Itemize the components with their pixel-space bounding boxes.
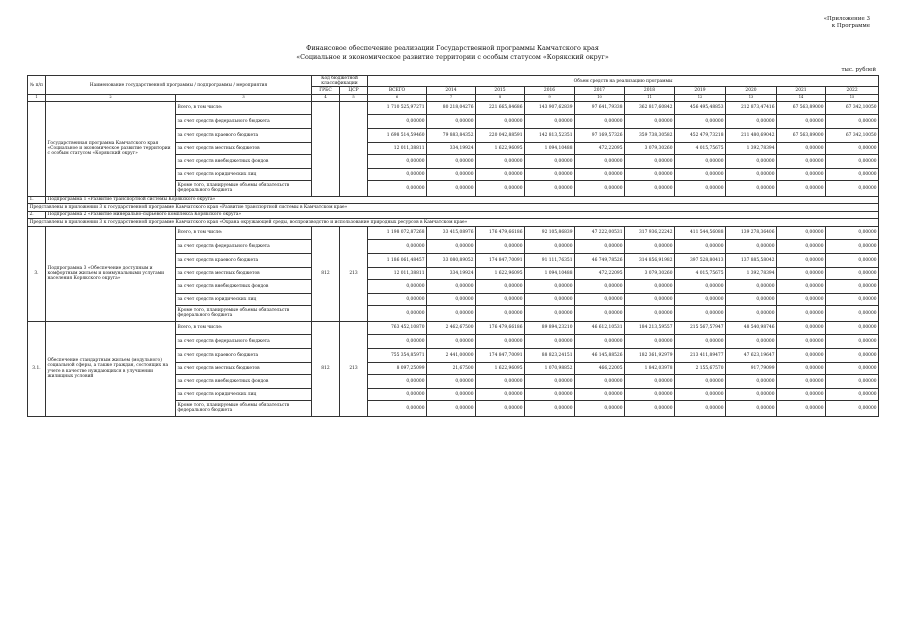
amount-cell: 0,00000	[575, 180, 625, 196]
funding-source-label: за счет средств федерального бюджета	[176, 239, 312, 253]
amount-cell: 46 749,78526	[575, 253, 625, 267]
amount-cell: 0,00000	[826, 114, 879, 128]
amount-cell: 0,00000	[726, 279, 777, 293]
subprogram-1-title-row	[28, 196, 879, 203]
amount-cell: 0,00000	[675, 114, 726, 128]
amount-cell: 47 222,00531	[575, 226, 625, 239]
amount-cell: 0,00000	[476, 400, 525, 416]
amount-cell: 220 042,88591	[476, 128, 525, 142]
amount-cell: 0,00000	[427, 279, 476, 293]
amount-cell: 1 698 514,59460	[368, 128, 427, 142]
amount-cell: 755 354,85971	[368, 348, 427, 362]
amount-cell: 0,00000	[675, 293, 726, 305]
amount-cell: 0,00000	[826, 142, 879, 154]
column-number: 6	[368, 95, 427, 101]
amount-cell: 0,00000	[476, 388, 525, 400]
amount-cell: 0,00000	[826, 374, 879, 388]
amount-cell: 0,00000	[777, 180, 826, 196]
amount-cell: 3 079,30260	[625, 267, 675, 279]
amount-cell: 97 169,57326	[575, 128, 625, 142]
funding-source-label: Всего, в том числе:	[176, 226, 312, 239]
subprogram-2-title-row	[28, 211, 879, 218]
amount-cell: 0,00000	[368, 388, 427, 400]
amount-cell: 0,00000	[525, 334, 575, 348]
funding-source-label: за счет средств федерального бюджета	[176, 334, 312, 348]
amount-cell: 213 411,89477	[675, 348, 726, 362]
amount-cell: 0,00000	[575, 374, 625, 388]
amount-cell: 2 155,67570	[675, 362, 726, 374]
header-year-2020: 2020	[726, 87, 777, 95]
funding-source-label: за счет средств краевого бюджета	[176, 253, 312, 267]
amount-cell: 12 011,38811	[368, 142, 427, 154]
amount-cell: 1 094,10488	[525, 267, 575, 279]
amount-cell: 33 080,89052	[427, 253, 476, 267]
amount-cell: 1 392,78394	[726, 142, 777, 154]
column-number: 13	[726, 95, 777, 101]
amount-cell: 466,22005	[575, 362, 625, 374]
units-label: тыс. рублей	[841, 67, 876, 73]
amount-cell: 1 842,03978	[625, 362, 675, 374]
column-number: 10	[575, 95, 625, 101]
amount-cell: 176 479,66186	[476, 321, 525, 334]
amount-cell: 763 452,10870	[368, 321, 427, 334]
header-csr: ЦСР	[340, 87, 368, 95]
header-row-1	[28, 76, 879, 87]
amount-cell: 0,00000	[368, 305, 427, 321]
appendix-line-1: «Приложение 3	[823, 16, 870, 22]
amount-cell: 0,00000	[826, 168, 879, 180]
header-year-2014: 2014	[427, 87, 476, 95]
funding-source-label: за счет средств местных бюджетов	[176, 142, 312, 154]
amount-cell: 0,00000	[575, 168, 625, 180]
amount-cell: 1 198 072,87268	[368, 226, 427, 239]
amount-cell: 176 479,66186	[476, 226, 525, 239]
header-budget-code: Код бюджетной классификации	[312, 76, 368, 87]
amount-cell: 88 823,24151	[525, 348, 575, 362]
amount-cell: 67 563,89000	[777, 128, 826, 142]
amount-cell: 0,00000	[427, 305, 476, 321]
subprogram-3-grbs: 812	[312, 226, 340, 321]
amount-cell: 0,00000	[826, 388, 879, 400]
column-number: 3	[176, 95, 312, 101]
amount-cell: 1 094,10488	[525, 142, 575, 154]
amount-cell: 2 462,67500	[427, 321, 476, 334]
amount-cell: 1 622,96095	[476, 362, 525, 374]
amount-cell: 0,00000	[777, 279, 826, 293]
header-year-2019: 2019	[675, 87, 726, 95]
amount-cell: 0,00000	[525, 154, 575, 168]
amount-cell: 21,67500	[427, 362, 476, 374]
amount-cell: 211 480,69042	[726, 128, 777, 142]
amount-cell: 0,00000	[777, 348, 826, 362]
column-number: 15	[826, 95, 879, 101]
amount-cell: 0,00000	[826, 279, 879, 293]
amount-cell: 0,00000	[427, 114, 476, 128]
amount-cell: 46 612,10531	[575, 321, 625, 334]
column-number: 12	[675, 95, 726, 101]
amount-cell: 0,00000	[625, 168, 675, 180]
amount-cell: 0,00000	[476, 168, 525, 180]
amount-cell: 0,00000	[777, 400, 826, 416]
amount-cell: 0,00000	[427, 388, 476, 400]
amount-cell: 0,00000	[625, 180, 675, 196]
amount-cell: 0,00000	[427, 334, 476, 348]
amount-cell: 0,00000	[575, 279, 625, 293]
header-grbs: ГРБС	[312, 87, 340, 95]
amount-cell: 215 567,57947	[675, 321, 726, 334]
amount-cell: 221 665,84686	[476, 101, 525, 114]
amount-cell: 0,00000	[675, 154, 726, 168]
amount-cell: 0,00000	[777, 226, 826, 239]
amount-cell: 0,00000	[368, 180, 427, 196]
amount-cell: 0,00000	[525, 374, 575, 388]
amount-cell: 0,00000	[427, 168, 476, 180]
appendix-line-2: к Программе	[831, 23, 870, 29]
amount-cell: 0,00000	[368, 154, 427, 168]
amount-cell: 472,22095	[575, 267, 625, 279]
amount-cell: 456 495,48853	[675, 101, 726, 114]
amount-cell: 1 392,78394	[726, 267, 777, 279]
amount-cell: 0,00000	[777, 293, 826, 305]
amount-cell: 0,00000	[427, 293, 476, 305]
amount-cell: 0,00000	[525, 239, 575, 253]
funding-source-label: за счет средств местных бюджетов	[176, 362, 312, 374]
amount-cell: 0,00000	[575, 293, 625, 305]
funding-source-label: за счет средств внебюджетных фондов	[176, 154, 312, 168]
amount-cell: 48 540,98746	[726, 321, 777, 334]
column-number: 11	[625, 95, 675, 101]
subprogram-1-num: 1.	[28, 196, 46, 203]
amount-cell: 0,00000	[625, 154, 675, 168]
subprogram-3-csr: 213	[340, 226, 368, 321]
amount-cell: 0,00000	[675, 388, 726, 400]
column-number: 1	[28, 95, 46, 101]
amount-cell: 0,00000	[575, 334, 625, 348]
amount-cell: 0,00000	[525, 168, 575, 180]
subprogram-3-name: Подпрограмма 3 «Обеспечение доступным и комфортным жильем и коммунальными услугами населения Корякского округа»	[46, 226, 176, 321]
amount-cell: 0,00000	[826, 400, 879, 416]
amount-cell: 0,00000	[726, 388, 777, 400]
amount-cell: 0,00000	[826, 180, 879, 196]
amount-cell: 0,00000	[625, 388, 675, 400]
amount-cell: 0,00000	[575, 305, 625, 321]
title-line-1: Финансовое обеспечение реализации Государственной программы Камчатского края	[306, 44, 599, 52]
amount-cell: 0,00000	[368, 400, 427, 416]
amount-cell: 0,00000	[476, 334, 525, 348]
header-year-2015: 2015	[476, 87, 525, 95]
amount-cell: 4 015,75675	[675, 267, 726, 279]
header-year-2021: 2021	[777, 87, 826, 95]
funding-source-label: за счет средств юридических лиц	[176, 388, 312, 400]
amount-cell: 0,00000	[575, 239, 625, 253]
amount-cell: 0,00000	[575, 388, 625, 400]
amount-cell: 46 145,88526	[575, 348, 625, 362]
amount-cell: 0,00000	[777, 239, 826, 253]
funding-source-label: Кроме того, планируемые объемы обязательств федерального бюджета	[176, 305, 312, 321]
program-row	[28, 101, 879, 114]
amount-cell: 0,00000	[777, 334, 826, 348]
column-number: 8	[476, 95, 525, 101]
amount-cell: 0,00000	[826, 334, 879, 348]
amount-cell: 0,00000	[826, 321, 879, 334]
amount-cell: 0,00000	[427, 154, 476, 168]
column-number: 14	[777, 95, 826, 101]
amount-cell: 0,00000	[826, 348, 879, 362]
subprogram-3-num: 3.	[28, 226, 46, 321]
amount-cell: 0,00000	[625, 293, 675, 305]
amount-cell: 80 218,04276	[427, 101, 476, 114]
amount-cell: 397 528,80413	[675, 253, 726, 267]
amount-cell: 0,00000	[625, 334, 675, 348]
amount-cell: 0,00000	[826, 154, 879, 168]
amount-cell: 0,00000	[726, 114, 777, 128]
amount-cell: 2 441,00000	[427, 348, 476, 362]
amount-cell: 92 105,86839	[525, 226, 575, 239]
amount-cell: 0,00000	[675, 239, 726, 253]
amount-cell: 0,00000	[726, 400, 777, 416]
amount-cell: 0,00000	[625, 239, 675, 253]
header-year-2018: 2018	[625, 87, 675, 95]
financing-table	[27, 75, 879, 417]
amount-cell: 8 097,25099	[368, 362, 427, 374]
amount-cell: 142 813,52351	[525, 128, 575, 142]
amount-cell: 1 622,96095	[476, 267, 525, 279]
funding-source-label: за счет средств краевого бюджета	[176, 348, 312, 362]
funding-source-label: за счет средств юридических лиц	[176, 293, 312, 305]
amount-cell: 0,00000	[826, 293, 879, 305]
funding-source-label: Всего, в том числе:	[176, 101, 312, 114]
amount-cell: 174 847,70091	[476, 253, 525, 267]
amount-cell: 0,00000	[476, 154, 525, 168]
amount-cell: 0,00000	[525, 114, 575, 128]
funding-source-label: за счет средств юридических лиц	[176, 168, 312, 180]
amount-cell: 0,00000	[826, 362, 879, 374]
subprogram-1-note-row	[28, 203, 879, 211]
header-funds: Объем средств на реализацию программы	[368, 76, 879, 87]
funding-source-label: за счет средств федерального бюджета	[176, 114, 312, 128]
amount-cell: 0,00000	[575, 114, 625, 128]
amount-cell: 0,00000	[726, 305, 777, 321]
funding-source-label: за счет средств внебюджетных фондов	[176, 279, 312, 293]
amount-cell: 0,00000	[826, 267, 879, 279]
amount-cell: 0,00000	[777, 154, 826, 168]
amount-cell: 0,00000	[777, 305, 826, 321]
title-line-2: «Социальное и экономическое развитие территории с особым статусом «Корякский округ»	[296, 52, 609, 61]
subprogram-2-note: Представлены в приложении 3 к государственной программе Камчатского края «Охрана окружающей среды, воспроизводство и использование природных ресурсов в Камчатском крае»	[28, 218, 879, 226]
amount-cell: 97 641,79338	[575, 101, 625, 114]
amount-cell: 212 873,47416	[726, 101, 777, 114]
amount-cell: 334,19924	[427, 142, 476, 154]
amount-cell: 0,00000	[476, 239, 525, 253]
amount-cell: 917,79099	[726, 362, 777, 374]
amount-cell: 0,00000	[368, 168, 427, 180]
amount-cell: 0,00000	[575, 400, 625, 416]
amount-cell: 182 361,92979	[625, 348, 675, 362]
program-num	[28, 101, 46, 196]
subprogram-1-note: Представлены в приложении 3 к государственной программе Камчатского края «Развитие транспортной системы в Камчатском крае»	[28, 203, 879, 211]
document-title	[0, 44, 905, 61]
column-number: 5	[340, 95, 368, 101]
amount-cell: 3 079,30260	[625, 142, 675, 154]
amount-cell: 0,00000	[675, 279, 726, 293]
amount-cell: 0,00000	[368, 114, 427, 128]
amount-cell: 47 623,19647	[726, 348, 777, 362]
amount-cell: 0,00000	[675, 180, 726, 196]
amount-cell: 472,22095	[575, 142, 625, 154]
amount-cell: 0,00000	[525, 400, 575, 416]
amount-cell: 314 856,91982	[625, 253, 675, 267]
amount-cell: 0,00000	[476, 293, 525, 305]
amount-cell: 0,00000	[368, 293, 427, 305]
amount-cell: 0,00000	[777, 253, 826, 267]
amount-cell: 317 936,22242	[625, 226, 675, 239]
amount-cell: 91 111,76351	[525, 253, 575, 267]
amount-cell: 0,00000	[625, 374, 675, 388]
amount-cell: 0,00000	[777, 388, 826, 400]
amount-cell: 0,00000	[525, 293, 575, 305]
column-number: 9	[525, 95, 575, 101]
column-number: 4	[312, 95, 340, 101]
amount-cell: 0,00000	[826, 226, 879, 239]
header-name: Наименование государственной программы / подпрограммы / мероприятия	[46, 76, 312, 95]
amount-cell: 67 563,89000	[777, 101, 826, 114]
amount-cell: 0,00000	[476, 180, 525, 196]
subprogram-2-name: Подпрограмма 2 «Развитие минерально-сырьевого комплекса Корякского округа»	[46, 211, 879, 218]
amount-cell: 1 710 525,97271	[368, 101, 427, 114]
amount-cell: 452 479,73218	[675, 128, 726, 142]
funding-source-label: Кроме того, планируемые объемы обязательств федерального бюджета	[176, 180, 312, 196]
amount-cell: 0,00000	[826, 239, 879, 253]
amount-cell: 0,00000	[675, 168, 726, 180]
amount-cell: 137 885,58042	[726, 253, 777, 267]
amount-cell: 33 415,08976	[427, 226, 476, 239]
amount-cell: 0,00000	[476, 279, 525, 293]
funding-source-label: Всего, в том числе:	[176, 321, 312, 334]
amount-cell: 0,00000	[427, 239, 476, 253]
program-csr	[340, 101, 368, 196]
subprogram-2-note-row	[28, 218, 879, 226]
program-grbs	[312, 101, 340, 196]
amount-cell: 411 544,56088	[675, 226, 726, 239]
amount-cell: 0,00000	[368, 334, 427, 348]
amount-cell: 0,00000	[575, 154, 625, 168]
amount-cell: 0,00000	[368, 239, 427, 253]
amount-cell: 0,00000	[726, 293, 777, 305]
amount-cell: 139 278,36406	[726, 226, 777, 239]
header-year-2022: 2022	[826, 87, 879, 95]
amount-cell: 89 894,23210	[525, 321, 575, 334]
amount-cell: 0,00000	[476, 305, 525, 321]
amount-cell: 0,00000	[777, 168, 826, 180]
amount-cell: 334,19924	[427, 267, 476, 279]
measure-3-1-csr: 213	[340, 321, 368, 416]
measure-3-1-num: 3.1.	[28, 321, 46, 416]
header-year-2016: 2016	[525, 87, 575, 95]
amount-cell: 0,00000	[525, 180, 575, 196]
amount-cell: 0,00000	[525, 305, 575, 321]
amount-cell: 0,00000	[777, 321, 826, 334]
funding-source-label: Кроме того, планируемые объемы обязательств федерального бюджета	[176, 400, 312, 416]
header-total: ВСЕГО	[368, 87, 427, 95]
amount-cell: 1 070,98852	[525, 362, 575, 374]
program-name: Государственная программа Камчатского края «Социальное и экономическое развитие территории с особым статусом «Корякский округ»	[46, 101, 176, 196]
header-num: № п/п	[28, 76, 46, 95]
measure-3-1-row	[28, 321, 879, 334]
amount-cell: 0,00000	[726, 374, 777, 388]
amount-cell: 0,00000	[427, 180, 476, 196]
amount-cell: 0,00000	[625, 305, 675, 321]
measure-3-1-grbs: 812	[312, 321, 340, 416]
amount-cell: 0,00000	[777, 142, 826, 154]
amount-cell: 1 186 061,48457	[368, 253, 427, 267]
amount-cell: 0,00000	[625, 400, 675, 416]
subprogram-3-row	[28, 226, 879, 239]
funding-source-label: за счет средств внебюджетных фондов	[176, 374, 312, 388]
appendix-note	[824, 16, 870, 30]
amount-cell: 0,00000	[777, 362, 826, 374]
amount-cell: 4 015,75675	[675, 142, 726, 154]
subprogram-1-name: Подпрограмма 1 «Развитие транспортной системы Корякского округа»	[46, 196, 879, 203]
amount-cell: 0,00000	[427, 374, 476, 388]
amount-cell: 1 622,96095	[476, 142, 525, 154]
amount-cell: 0,00000	[427, 400, 476, 416]
amount-cell: 0,00000	[675, 400, 726, 416]
amount-cell: 0,00000	[777, 374, 826, 388]
amount-cell: 0,00000	[726, 168, 777, 180]
amount-cell: 359 738,30582	[625, 128, 675, 142]
amount-cell: 0,00000	[368, 374, 427, 388]
amount-cell: 0,00000	[675, 374, 726, 388]
header-year-2017: 2017	[575, 87, 625, 95]
amount-cell: 0,00000	[525, 279, 575, 293]
amount-cell: 0,00000	[726, 180, 777, 196]
amount-cell: 0,00000	[625, 114, 675, 128]
amount-cell: 0,00000	[777, 114, 826, 128]
amount-cell: 174 847,70091	[476, 348, 525, 362]
column-number: 2	[46, 95, 176, 101]
subprogram-2-num: 2.	[28, 211, 46, 218]
amount-cell: 67 342,10050	[826, 128, 879, 142]
amount-cell: 0,00000	[476, 114, 525, 128]
amount-cell: 0,00000	[726, 239, 777, 253]
amount-cell: 0,00000	[777, 267, 826, 279]
amount-cell: 79 883,84352	[427, 128, 476, 142]
amount-cell: 0,00000	[476, 374, 525, 388]
amount-cell: 0,00000	[826, 253, 879, 267]
amount-cell: 0,00000	[525, 388, 575, 400]
amount-cell: 143 907,62839	[525, 101, 575, 114]
amount-cell: 0,00000	[675, 305, 726, 321]
amount-cell: 0,00000	[726, 154, 777, 168]
amount-cell: 184 213,59557	[625, 321, 675, 334]
amount-cell: 0,00000	[675, 334, 726, 348]
amount-cell: 362 817,60842	[625, 101, 675, 114]
column-number: 7	[427, 95, 476, 101]
funding-source-label: за счет средств краевого бюджета	[176, 128, 312, 142]
funding-source-label: за счет средств местных бюджетов	[176, 267, 312, 279]
amount-cell: 0,00000	[726, 334, 777, 348]
amount-cell: 12 011,38811	[368, 267, 427, 279]
amount-cell: 0,00000	[625, 279, 675, 293]
measure-3-1-name: Обеспечение стандартным жильем (модульного) социальной сферы, а также граждан, состоящих на учете в качестве нуждающихся в улучшении жилищных условий	[46, 321, 176, 416]
amount-cell: 0,00000	[368, 279, 427, 293]
amount-cell: 0,00000	[826, 305, 879, 321]
amount-cell: 67 342,10050	[826, 101, 879, 114]
